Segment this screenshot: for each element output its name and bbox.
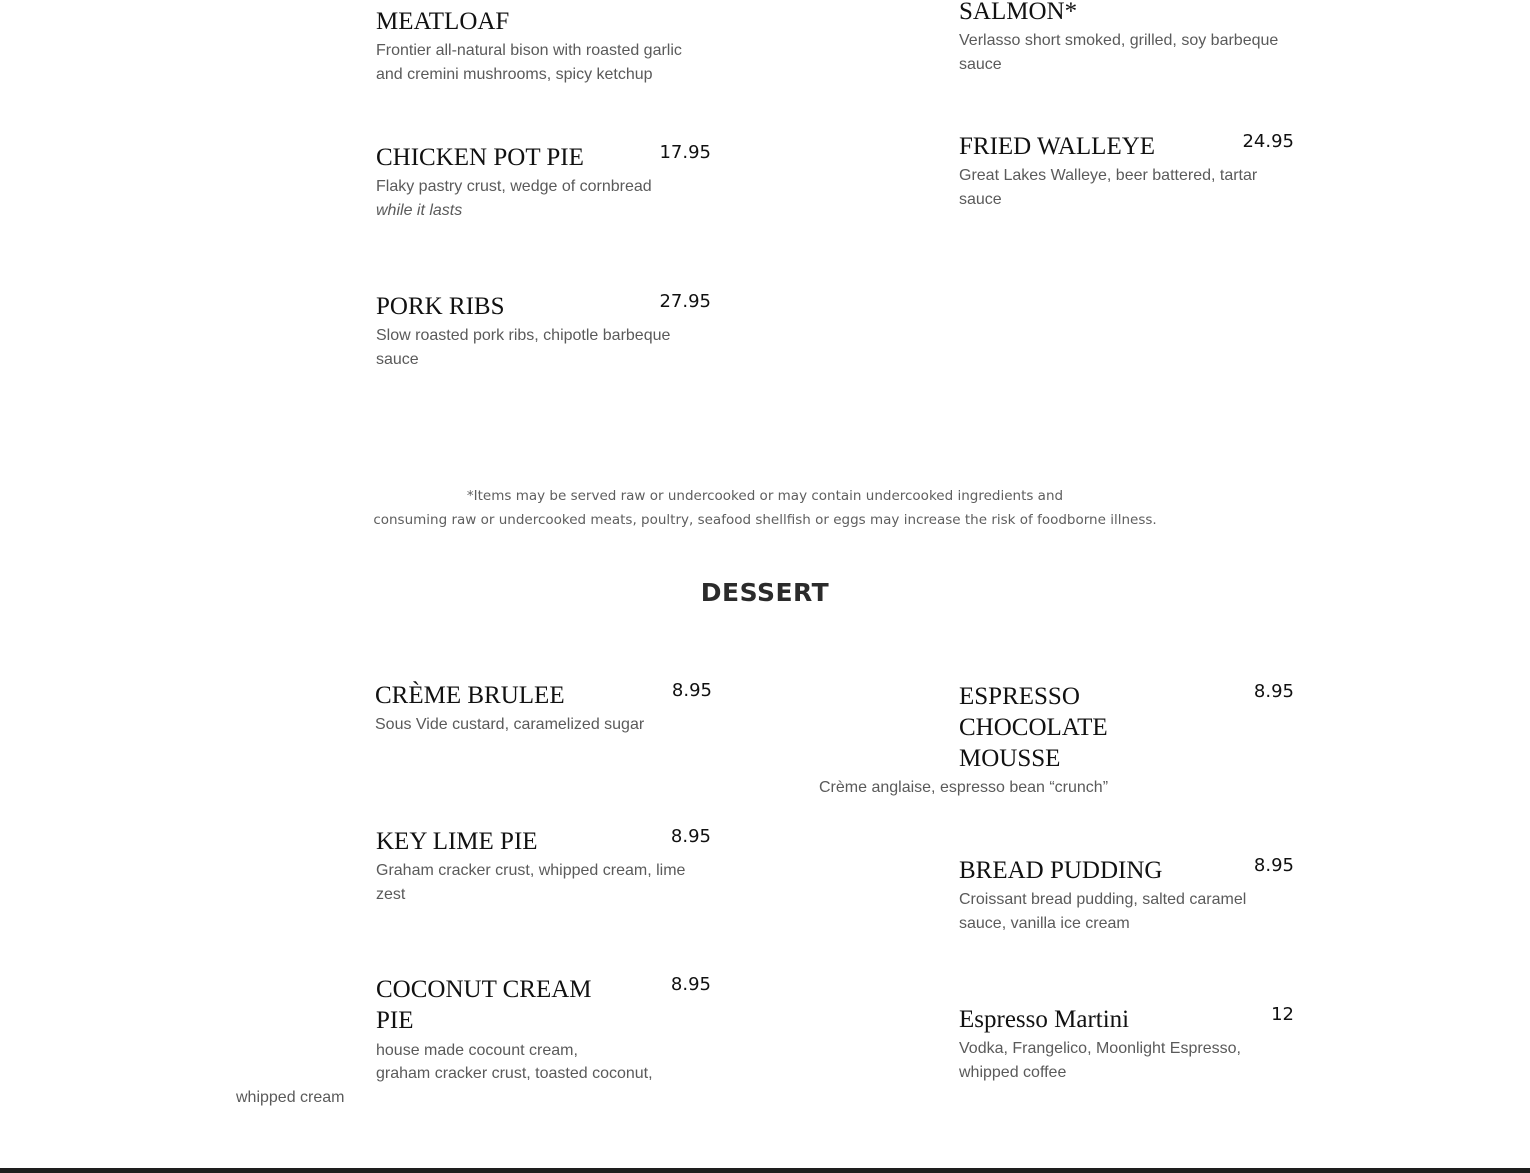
item-price: 24.95 (1242, 131, 1294, 152)
item-price: 8.95 (1253, 681, 1294, 702)
item-description-line-2: graham cracker crust, toasted coconut, (376, 1065, 653, 1082)
item-price: 8.95 (670, 826, 711, 847)
item-description: Croissant bread pudding, salted caramel sauce, vanilla ice cream (959, 891, 1247, 932)
item-name: PORK RIBS (376, 293, 505, 320)
item-description: Sous Vide custard, caramelized sugar (375, 716, 645, 733)
item-price: 8.95 (670, 974, 711, 995)
item-description: Crème anglaise, espresso bean “crunch” (819, 779, 1109, 796)
item-description: Slow roasted pork ribs, chipotle barbeque sauce (376, 327, 671, 368)
section-title-dessert: DESSERT (700, 578, 830, 607)
item-name: Espresso Martini (959, 1006, 1130, 1033)
item-description: Vodka, Frangelico, Moonlight Espresso, whipped coffee (959, 1040, 1241, 1081)
disclaimer-line-1: *Items may be served raw or undercooked or may contain undercooked ingredients and (466, 488, 1064, 504)
item-name: SALMON* (959, 0, 1078, 25)
item-name: KEY LIME PIE (376, 828, 538, 855)
item-price: 27.95 (659, 291, 711, 312)
item-name: ESPRESSO CHOCOLATE MOUSSE (959, 683, 1108, 772)
item-description: Verlasso short smoked, grilled, soy barbeque sauce (959, 32, 1279, 73)
item-availability-note: while it lasts (376, 202, 463, 219)
item-name: COCONUT CREAM PIE (376, 976, 592, 1034)
item-price: 8.95 (1253, 855, 1294, 876)
item-name: CHICKEN POT PIE (376, 144, 584, 171)
disclaimer-line-2: consuming raw or undercooked meats, poultry, seafood shellfish or eggs may increase the risk of foodborne illness. (373, 512, 1157, 528)
item-description: Graham cracker crust, whipped cream, lime zest (376, 862, 686, 903)
item-price: 12 (1271, 1004, 1294, 1025)
item-description-line-1: house made cocount cream, (376, 1042, 578, 1059)
item-description: Frontier all-natural bison with roasted garlic and cremini mushrooms, spicy ketchup (376, 42, 682, 83)
item-price: 17.95 (659, 142, 711, 163)
item-name: CRÈME BRULEE (375, 682, 565, 709)
item-description: Flaky pastry crust, wedge of cornbread (376, 178, 652, 195)
item-name: FRIED WALLEYE (959, 133, 1156, 160)
footer-bar (0, 1168, 1530, 1173)
item-name: MEATLOAF (376, 8, 510, 35)
item-price: 8.95 (671, 680, 712, 701)
item-description-line-3: whipped cream (236, 1089, 345, 1106)
previous-line-clipped (376, 0, 576, 3)
item-name: BREAD PUDDING (959, 857, 1163, 884)
item-description: Great Lakes Walleye, beer battered, tartar sauce (959, 167, 1258, 208)
